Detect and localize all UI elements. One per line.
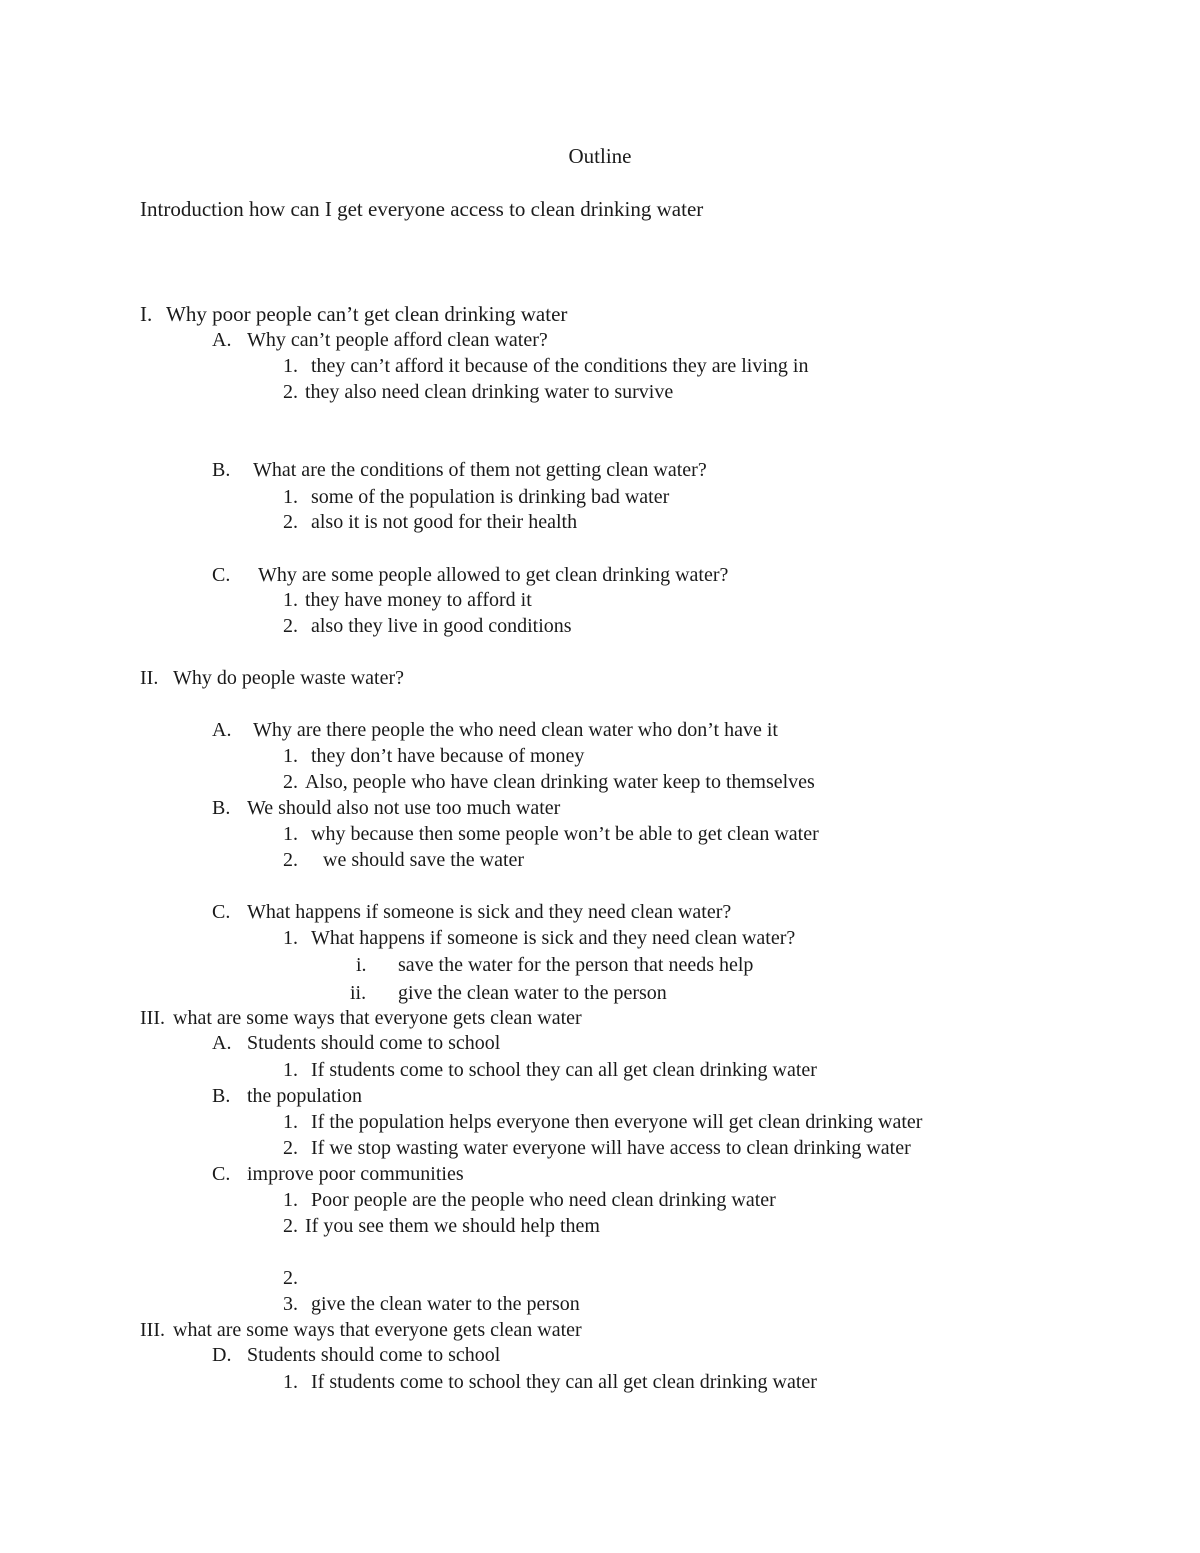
section-1-b-label: B.: [212, 459, 231, 481]
list-item: Also, people who have clean drinking water keep to themselves: [305, 771, 815, 793]
list-item-number: 1.: [283, 927, 298, 949]
list-item: they also need clean drinking water to survive: [305, 381, 674, 403]
list-item: If the population helps everyone then everyone will get clean drinking water: [311, 1111, 923, 1133]
section-2-c-heading: What happens if someone is sick and they need clean water?: [247, 901, 732, 923]
section-3-a-label: A.: [212, 1032, 232, 1054]
list-item: also they live in good conditions: [311, 615, 572, 637]
section-4-number: III.: [140, 1319, 165, 1341]
list-item: we should save the water: [323, 849, 525, 871]
list-item-number: 2.: [283, 381, 298, 403]
section-3-c-label: C.: [212, 1163, 231, 1185]
section-1-a-heading: Why can’t people afford clean water?: [247, 329, 548, 351]
list-item: If students come to school they can all get clean drinking water: [311, 1371, 817, 1393]
list-item: If you see them we should help them: [305, 1215, 600, 1237]
list-item-number: 1.: [283, 1059, 298, 1081]
section-2-b-label: B.: [212, 797, 231, 819]
list-item: why because then some people won’t be able to get clean water: [311, 823, 819, 845]
sublist-item: save the water for the person that needs help: [398, 954, 754, 976]
list-item-number: 2.: [283, 1137, 298, 1159]
list-item-number: 3.: [283, 1293, 298, 1315]
section-4-d-heading: Students should come to school: [247, 1344, 501, 1366]
section-1-number: I.: [140, 302, 153, 326]
section-2-c-label: C.: [212, 901, 231, 923]
list-item: also it is not good for their health: [311, 511, 578, 533]
list-item: they don’t have because of money: [311, 745, 585, 767]
sublist-item-number: ii.: [350, 982, 367, 1004]
section-1-a-label: A.: [212, 329, 232, 351]
list-item-number: 2.: [283, 771, 298, 793]
list-item: they have money to afford it: [305, 589, 532, 611]
list-item: they can’t afford it because of the conditions they are living in: [311, 355, 809, 377]
list-item: What happens if someone is sick and they need clean water?: [311, 927, 796, 949]
sublist-item: give the clean water to the person: [398, 982, 667, 1004]
list-item-number: 1.: [283, 589, 298, 611]
section-3-a-heading: Students should come to school: [247, 1032, 501, 1054]
section-3-c-heading: improve poor communities: [247, 1163, 464, 1185]
section-2-number: II.: [140, 667, 159, 689]
list-item-number: 1.: [283, 823, 298, 845]
list-item-number: 1.: [283, 355, 298, 377]
list-item-number: 1.: [283, 1111, 298, 1133]
section-3-number: III.: [140, 1007, 165, 1029]
section-2-a-heading: Why are there people the who need clean water who don’t have it: [253, 719, 778, 741]
list-item: If students come to school they can all get clean drinking water: [311, 1059, 817, 1081]
page-title: Outline: [568, 144, 632, 168]
list-item-number: 2.: [283, 511, 298, 533]
list-item-number: 1.: [283, 745, 298, 767]
list-item-number: 2.: [283, 1215, 298, 1237]
list-item-number: 2.: [283, 1267, 298, 1289]
section-3-heading: what are some ways that everyone gets clean water: [173, 1007, 582, 1029]
section-2-a-label: A.: [212, 719, 232, 741]
list-item: Poor people are the people who need clean drinking water: [311, 1189, 776, 1211]
list-item-number: 2.: [283, 615, 298, 637]
section-3-b-label: B.: [212, 1085, 231, 1107]
section-3-b-heading: the population: [247, 1085, 362, 1107]
list-item: some of the population is drinking bad water: [311, 486, 670, 508]
section-2-b-heading: We should also not use too much water: [247, 797, 561, 819]
section-1-c-label: C.: [212, 564, 231, 586]
section-1-heading: Why poor people can’t get clean drinking water: [166, 302, 568, 326]
sublist-item-number: i.: [356, 954, 367, 976]
section-1-b-heading: What are the conditions of them not getting clean water?: [253, 459, 707, 481]
list-item-number: 1.: [283, 486, 298, 508]
list-item-number: 1.: [283, 1189, 298, 1211]
introduction: Introduction how can I get everyone access to clean drinking water: [140, 197, 704, 221]
section-1-c-heading: Why are some people allowed to get clean drinking water?: [258, 564, 729, 586]
list-item: give the clean water to the person: [311, 1293, 580, 1315]
list-item-number: 2.: [283, 849, 298, 871]
list-item-number: 1.: [283, 1371, 298, 1393]
list-item: If we stop wasting water everyone will have access to clean drinking water: [311, 1137, 911, 1159]
section-4-heading: what are some ways that everyone gets clean water: [173, 1319, 582, 1341]
section-2-heading: Why do people waste water?: [173, 667, 405, 689]
section-4-d-label: D.: [212, 1344, 232, 1366]
